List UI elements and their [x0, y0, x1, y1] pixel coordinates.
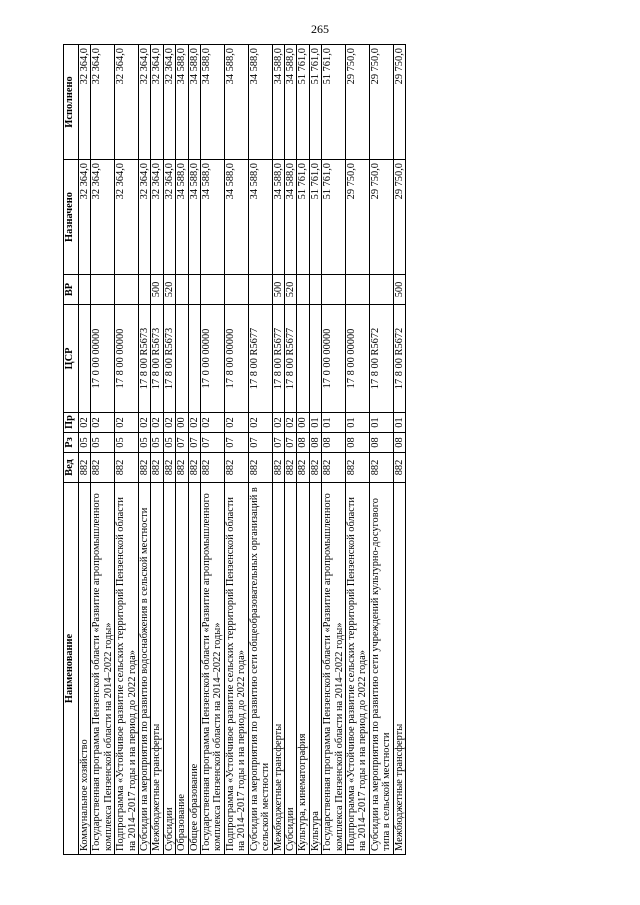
- cell-nazn: 51 761,0: [297, 160, 309, 275]
- cell-isp: 32 364,0: [151, 45, 163, 160]
- cell-csr: 17 8 00 R5673: [139, 305, 151, 413]
- header-ved: Вед: [64, 453, 79, 483]
- cell-ved: 882: [345, 453, 369, 483]
- cell-nazn: 32 364,0: [79, 160, 91, 275]
- cell-ved: 882: [309, 453, 321, 483]
- header-nazn: Назначено: [64, 160, 79, 275]
- cell-vr: [139, 275, 151, 305]
- cell-nazn: 34 588,0: [176, 160, 188, 275]
- budget-table: [63, 44, 406, 855]
- cell-isp: 51 761,0: [297, 45, 309, 160]
- table-row: [345, 45, 369, 855]
- cell-pr: 02: [79, 413, 91, 433]
- table-row: [224, 45, 248, 855]
- cell-ved: 882: [201, 453, 225, 483]
- cell-isp: 29 750,0: [345, 45, 369, 160]
- cell-isp: 34 588,0: [188, 45, 200, 160]
- cell-csr: 17 0 00 00000: [201, 305, 225, 413]
- cell-name: Подпрограмма «Устойчивое развитие сельских территорий Пензенской области на 2014–2017 годы и на период до 2022 года»: [115, 483, 139, 855]
- cell-nazn: 32 364,0: [115, 160, 139, 275]
- cell-name: Образование: [176, 483, 188, 855]
- cell-ved: 882: [224, 453, 248, 483]
- cell-vr: [115, 275, 139, 305]
- cell-name: Субсидии: [284, 483, 296, 855]
- cell-csr: [297, 305, 309, 413]
- header-name: Наименование: [64, 483, 79, 855]
- cell-isp: 32 364,0: [91, 45, 115, 160]
- cell-pr: 02: [248, 413, 272, 433]
- cell-rz: 05: [151, 433, 163, 453]
- cell-pr: 02: [115, 413, 139, 433]
- cell-nazn: 34 588,0: [272, 160, 284, 275]
- cell-name: Подпрограмма «Устойчивое развитие сельских территорий Пензенской области на 2014–2017 годы и на период до 2022 года»: [224, 483, 248, 855]
- cell-vr: [176, 275, 188, 305]
- cell-nazn: 51 761,0: [322, 160, 346, 275]
- cell-csr: 17 8 00 R5673: [163, 305, 175, 413]
- cell-rz: 05: [139, 433, 151, 453]
- table-row: [248, 45, 272, 855]
- cell-nazn: 29 750,0: [345, 160, 369, 275]
- cell-name: Субсидии на мероприятия по развитию водоснабжения в сельской местности: [139, 483, 151, 855]
- cell-name: Субсидии: [163, 483, 175, 855]
- cell-nazn: 29 750,0: [393, 160, 405, 275]
- header-pr: Пр: [64, 413, 79, 433]
- header-rz: Рз: [64, 433, 79, 453]
- cell-name: Государственная программа Пензенской области «Развитие агропромышленного комплекса Пензенской области на 2014–2022 годы»: [322, 483, 346, 855]
- cell-name: Коммунальное хозяйство: [79, 483, 91, 855]
- cell-name: Общее образование: [188, 483, 200, 855]
- table-row: [139, 45, 151, 855]
- cell-vr: [91, 275, 115, 305]
- cell-nazn: 34 588,0: [248, 160, 272, 275]
- cell-vr: 500: [151, 275, 163, 305]
- cell-rz: 07: [188, 433, 200, 453]
- table-body: [79, 45, 406, 855]
- cell-pr: 01: [369, 413, 393, 433]
- table-row: [297, 45, 309, 855]
- cell-vr: [369, 275, 393, 305]
- cell-name: Культура, кинематография: [297, 483, 309, 855]
- cell-name: Субсидии на мероприятия по развитию сети учреждений культурно-досугового типа в сельской местности: [369, 483, 393, 855]
- cell-isp: 34 588,0: [284, 45, 296, 160]
- cell-pr: 01: [393, 413, 405, 433]
- cell-name: Межбюджетные трансферты: [393, 483, 405, 855]
- table-header-row: [64, 45, 79, 855]
- table-row: [322, 45, 346, 855]
- cell-nazn: 32 364,0: [163, 160, 175, 275]
- cell-pr: 02: [284, 413, 296, 433]
- table-row: [188, 45, 200, 855]
- cell-ved: 882: [188, 453, 200, 483]
- page-number: 265: [311, 22, 329, 36]
- cell-ved: 882: [284, 453, 296, 483]
- cell-vr: 500: [272, 275, 284, 305]
- cell-isp: 29 750,0: [393, 45, 405, 160]
- cell-isp: 32 364,0: [115, 45, 139, 160]
- cell-isp: 32 364,0: [139, 45, 151, 160]
- cell-pr: 01: [345, 413, 369, 433]
- cell-isp: 32 364,0: [79, 45, 91, 160]
- cell-rz: 07: [248, 433, 272, 453]
- cell-vr: [79, 275, 91, 305]
- cell-vr: [188, 275, 200, 305]
- table-row: [151, 45, 163, 855]
- table-row: [79, 45, 91, 855]
- cell-isp: 34 588,0: [176, 45, 188, 160]
- cell-vr: [201, 275, 225, 305]
- cell-csr: 17 8 00 R5672: [369, 305, 393, 413]
- cell-pr: 02: [224, 413, 248, 433]
- cell-ved: 882: [393, 453, 405, 483]
- cell-name: Подпрограмма «Устойчивое развитие сельских территорий Пензенской области на 2014–2017 годы и на период до 2022 года»: [345, 483, 369, 855]
- cell-csr: [176, 305, 188, 413]
- table-row: [201, 45, 225, 855]
- cell-ved: 882: [151, 453, 163, 483]
- cell-csr: 17 0 00 00000: [91, 305, 115, 413]
- cell-nazn: 51 761,0: [309, 160, 321, 275]
- cell-vr: 520: [163, 275, 175, 305]
- cell-csr: [188, 305, 200, 413]
- header-csr: ЦСР: [64, 305, 79, 413]
- cell-ved: 882: [369, 453, 393, 483]
- cell-csr: 17 8 00 R5672: [393, 305, 405, 413]
- cell-isp: 29 750,0: [369, 45, 393, 160]
- budget-table-container: [63, 45, 543, 855]
- table-row: [163, 45, 175, 855]
- cell-nazn: 34 588,0: [201, 160, 225, 275]
- cell-rz: 05: [91, 433, 115, 453]
- cell-rz: 07: [284, 433, 296, 453]
- cell-nazn: 34 588,0: [224, 160, 248, 275]
- cell-ved: 882: [176, 453, 188, 483]
- cell-ved: 882: [297, 453, 309, 483]
- cell-isp: 51 761,0: [322, 45, 346, 160]
- cell-pr: 01: [309, 413, 321, 433]
- cell-vr: [309, 275, 321, 305]
- cell-rz: 08: [309, 433, 321, 453]
- cell-vr: 500: [393, 275, 405, 305]
- cell-nazn: 32 364,0: [151, 160, 163, 275]
- cell-rz: 08: [393, 433, 405, 453]
- cell-name: Межбюджетные трансферты: [151, 483, 163, 855]
- table-row: [176, 45, 188, 855]
- cell-pr: 02: [91, 413, 115, 433]
- cell-nazn: 34 588,0: [284, 160, 296, 275]
- cell-csr: 17 8 00 00000: [224, 305, 248, 413]
- cell-name: Межбюджетные трансферты: [272, 483, 284, 855]
- cell-nazn: 32 364,0: [139, 160, 151, 275]
- cell-ved: 882: [163, 453, 175, 483]
- cell-name: Государственная программа Пензенской области «Развитие агропромышленного комплекса Пензенской области на 2014–2022 годы»: [201, 483, 225, 855]
- cell-ved: 882: [248, 453, 272, 483]
- cell-rz: 08: [345, 433, 369, 453]
- cell-vr: [297, 275, 309, 305]
- cell-pr: 00: [297, 413, 309, 433]
- cell-isp: 34 588,0: [201, 45, 225, 160]
- cell-vr: [345, 275, 369, 305]
- cell-nazn: 34 588,0: [188, 160, 200, 275]
- cell-pr: 00: [176, 413, 188, 433]
- cell-isp: 51 761,0: [309, 45, 321, 160]
- table-row: [369, 45, 393, 855]
- cell-ved: 882: [139, 453, 151, 483]
- table-row: [272, 45, 284, 855]
- cell-pr: 02: [272, 413, 284, 433]
- table-row: [309, 45, 321, 855]
- cell-csr: 17 8 00 00000: [115, 305, 139, 413]
- cell-nazn: 32 364,0: [91, 160, 115, 275]
- cell-ved: 882: [91, 453, 115, 483]
- cell-rz: 08: [369, 433, 393, 453]
- cell-rz: 07: [272, 433, 284, 453]
- cell-csr: 17 0 00 00000: [322, 305, 346, 413]
- cell-pr: 02: [163, 413, 175, 433]
- cell-vr: [248, 275, 272, 305]
- cell-ved: 882: [272, 453, 284, 483]
- cell-pr: 02: [188, 413, 200, 433]
- cell-nazn: 29 750,0: [369, 160, 393, 275]
- cell-rz: 07: [224, 433, 248, 453]
- cell-ved: 882: [322, 453, 346, 483]
- cell-rz: 05: [115, 433, 139, 453]
- cell-name: Государственная программа Пензенской области «Развитие агропромышленного комплекса Пензенской области на 2014–2022 годы»: [91, 483, 115, 855]
- cell-rz: 07: [201, 433, 225, 453]
- cell-isp: 34 588,0: [248, 45, 272, 160]
- cell-rz: 08: [322, 433, 346, 453]
- table-row: [91, 45, 115, 855]
- header-vr: ВР: [64, 275, 79, 305]
- cell-csr: [309, 305, 321, 413]
- cell-vr: 520: [284, 275, 296, 305]
- table-row: [115, 45, 139, 855]
- cell-vr: [322, 275, 346, 305]
- cell-ved: 882: [79, 453, 91, 483]
- cell-isp: 34 588,0: [272, 45, 284, 160]
- cell-rz: 08: [297, 433, 309, 453]
- table-row: [393, 45, 405, 855]
- cell-csr: 17 8 00 00000: [345, 305, 369, 413]
- cell-csr: 17 8 00 R5677: [272, 305, 284, 413]
- table-row: [284, 45, 296, 855]
- cell-pr: 02: [151, 413, 163, 433]
- cell-csr: 17 8 00 R5677: [248, 305, 272, 413]
- cell-rz: 05: [163, 433, 175, 453]
- cell-rz: 07: [176, 433, 188, 453]
- cell-rz: 05: [79, 433, 91, 453]
- cell-name: Субсидии на мероприятия по развитию сети общеобразовательных организаций в сельской местности: [248, 483, 272, 855]
- cell-vr: [224, 275, 248, 305]
- cell-ved: 882: [115, 453, 139, 483]
- cell-pr: 01: [322, 413, 346, 433]
- cell-csr: 17 8 00 R5673: [151, 305, 163, 413]
- cell-isp: 34 588,0: [224, 45, 248, 160]
- cell-csr: 17 8 00 R5677: [284, 305, 296, 413]
- cell-pr: 02: [139, 413, 151, 433]
- cell-isp: 32 364,0: [163, 45, 175, 160]
- cell-name: Культура: [309, 483, 321, 855]
- cell-pr: 02: [201, 413, 225, 433]
- cell-csr: [79, 305, 91, 413]
- header-isp: Исполнено: [64, 45, 79, 160]
